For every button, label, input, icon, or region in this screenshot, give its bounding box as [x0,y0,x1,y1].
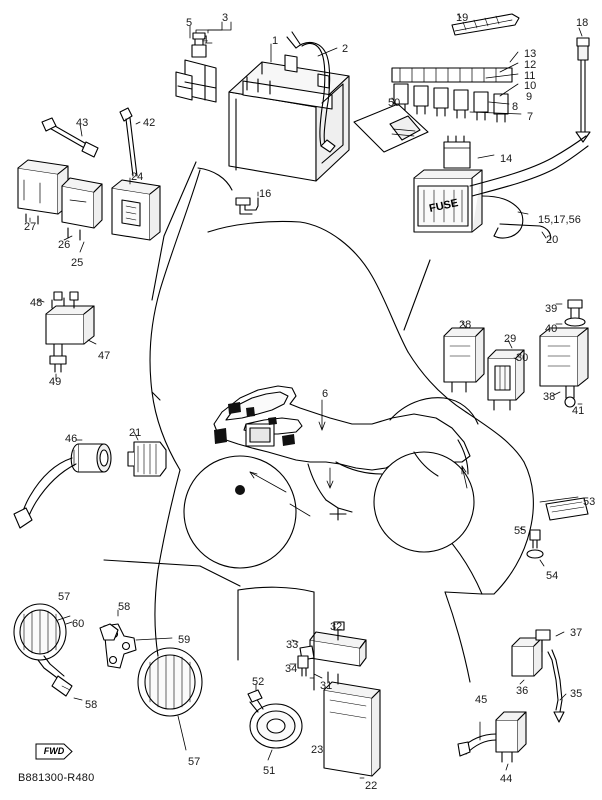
callout-number: 5 [186,17,193,29]
callout-number: 26 [58,239,71,251]
callout-number: 55 [514,525,527,537]
callout-number: 50 [388,97,401,109]
callout-number: 3 [222,12,229,24]
callout-number: 6 [322,388,329,400]
callout-number: 14 [500,153,513,165]
callout-number: 45 [475,694,488,706]
callout-number: 9 [526,91,533,103]
callout-number: 52 [252,676,265,688]
callout-number: 49 [49,376,62,388]
callout-number: 18 [576,17,589,29]
callout-number: 39 [545,303,558,315]
callout-number: 13 [524,48,537,60]
callout-number: 54 [546,570,559,582]
fwd-text: FWD [43,746,65,756]
callout-number: 16 [259,188,272,200]
callout-number: 38 [543,391,556,403]
callout-number: 40 [545,323,558,335]
callout-number: 37 [570,627,583,639]
callout-number: 4 [202,34,209,46]
callout-number: 43 [76,117,89,129]
callout-number: 11 [524,70,536,82]
callout-number: 25 [71,257,84,269]
callout-number: 2 [342,43,349,55]
callout-number: 34 [285,663,298,675]
callout-number: 24 [131,171,144,183]
callout-number: 44 [500,773,513,785]
callout-number: 19 [456,12,469,24]
callout-number: 32 [330,621,343,633]
callout-number: 36 [516,685,529,697]
callout-number: 12 [524,59,537,71]
callout-number: 48 [30,297,43,309]
callout-number: 10 [524,80,537,92]
fwd-marker-label [36,744,72,759]
callout-number: 46 [65,433,78,445]
callout-number: 42 [143,117,156,129]
callout-number: 8 [512,101,519,113]
callout-number: 35 [570,688,583,700]
callout-number: 29 [504,333,517,345]
callout-number: 28 [459,319,472,331]
callout-number: 33 [286,639,299,651]
callout-number: 7 [527,111,534,123]
callout-number: 23 [311,744,324,756]
document-id: B881300-R480 [18,772,95,784]
callout-number: 60 [72,618,85,630]
callout-number: 30 [516,352,529,364]
callout-number: 58 [118,601,131,613]
callout-number: 20 [546,234,559,246]
callout-number: 21 [129,427,142,439]
callout-number: 22 [365,780,378,792]
callout-number: 57 [188,756,201,768]
callout-number: 27 [24,221,37,233]
callout-number: 51 [263,765,276,777]
callout-number: 47 [98,350,111,362]
fuse-box-text: FUSE [428,197,460,215]
callout-number: 1 [272,35,279,47]
callout-number: 58 [85,699,98,711]
callout-number: 41 [572,405,585,417]
callout-number: 53 [583,496,596,508]
callout-number: 59 [178,634,191,646]
callout-number: 15,17,56 [538,214,581,226]
callout-number: 31 [320,680,333,692]
callout-number: 57 [58,591,71,603]
